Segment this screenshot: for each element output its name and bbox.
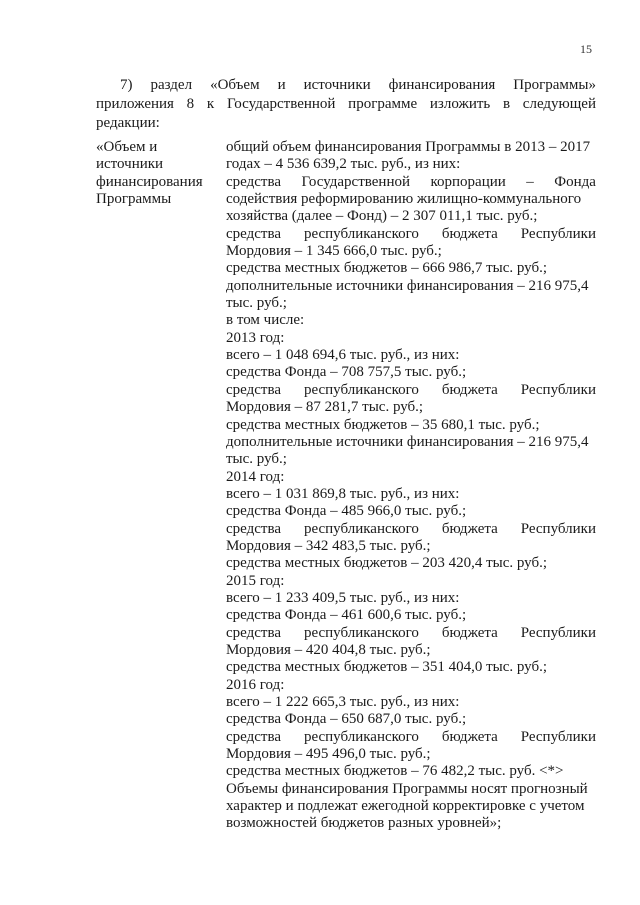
financing-word: Республики <box>520 225 596 242</box>
financing-word: средства <box>226 225 282 242</box>
financing-line: средства местных бюджетов – 35 680,1 тыс. руб.; <box>226 416 540 433</box>
financing-line: 2014 год: <box>226 468 285 485</box>
financing-line: средства местных бюджетов – 76 482,2 тыс. руб. <*> <box>226 763 564 780</box>
financing-word: средства <box>226 381 282 398</box>
financing-word: республиканского <box>303 381 419 398</box>
financing-word: Республики <box>520 728 596 745</box>
financing-line: средства Фонда – 485 966,0 тыс. руб.; <box>226 503 467 520</box>
financing-line <box>226 226 596 243</box>
financing-line: содействия реформированию жилищно-коммунального <box>226 191 582 208</box>
financing-line: всего – 1 048 694,6 тыс. руб., из них: <box>226 347 460 364</box>
intro-paragraph <box>96 76 596 133</box>
financing-line: средства местных бюджетов – 666 986,7 тыс. руб.; <box>226 260 548 277</box>
financing-line: средства местных бюджетов – 203 420,4 тыс. руб.; <box>226 555 548 572</box>
financing-word: бюджета <box>441 520 498 537</box>
section-title-line: Программы <box>96 191 172 208</box>
financing-word: Республики <box>520 381 596 398</box>
intro-line: 7) раздел «Объем и источники финансирования Программы» <box>120 77 596 93</box>
intro-line: приложения 8 к Государственной программе изложить в следующей <box>96 96 596 112</box>
financing-line: средства Фонда – 650 687,0 тыс. руб.; <box>226 711 467 728</box>
financing-line: Объемы финансирования Программы носят прогнозный <box>226 780 588 797</box>
financing-line: годах – 4 536 639,2 тыс. руб., из них: <box>226 156 461 173</box>
financing-line: Мордовия – 342 483,5 тыс. руб.; <box>226 537 431 554</box>
financing-word: республиканского <box>303 520 419 537</box>
financing-word: Фонда <box>554 173 596 190</box>
financing-word: средства <box>226 728 282 745</box>
section-title-line: «Объем и <box>96 139 158 155</box>
financing-line: всего – 1 222 665,3 тыс. руб., из них: <box>226 694 460 710</box>
financing-line: дополнительные источники финансирования – 216 975,4 <box>226 433 589 450</box>
financing-line: средства местных бюджетов – 351 404,0 тыс. руб.; <box>226 659 548 676</box>
financing-line: хозяйства (далее – Фонд) – 2 307 011,1 тыс. руб.; <box>226 208 538 225</box>
financing-line: тыс. руб.; <box>226 451 287 468</box>
financing-word: республиканского <box>303 624 419 641</box>
financing-word: средства <box>226 520 282 537</box>
financing-word: средства <box>226 173 282 190</box>
financing-line: в том числе: <box>226 312 305 329</box>
financing-word: бюджета <box>441 381 498 398</box>
financing-line <box>226 174 596 191</box>
financing-word: бюджета <box>441 624 498 641</box>
financing-line: средства Фонда – 461 600,6 тыс. руб.; <box>226 607 467 624</box>
financing-word: бюджета <box>441 225 498 242</box>
financing-line: Мордовия – 495 496,0 тыс. руб.; <box>226 746 431 763</box>
financing-line: 2016 год: <box>226 676 285 693</box>
financing-line: 2015 год: <box>226 572 285 589</box>
financing-line: средства Фонда – 708 757,5 тыс. руб.; <box>226 364 467 381</box>
section-title-line: источники <box>96 156 164 173</box>
financing-line: общий объем финансирования Программы в 2013 – 2017 <box>226 139 591 155</box>
financing-details-column <box>226 139 596 833</box>
financing-word: республиканского <box>303 225 419 242</box>
financing-line: Мордовия – 420 404,8 тыс. руб.; <box>226 641 431 658</box>
financing-line <box>226 521 596 538</box>
page-number: 15 <box>580 42 592 56</box>
financing-word: Республики <box>520 520 596 537</box>
financing-line: Мордовия – 87 281,7 тыс. руб.; <box>226 399 424 416</box>
financing-word: Государственной <box>301 173 410 190</box>
financing-line: возможностей бюджетов разных уровней»; <box>226 815 502 832</box>
financing-word: Республики <box>520 624 596 641</box>
financing-line: Мордовия – 1 345 666,0 тыс. руб.; <box>226 243 442 260</box>
financing-line <box>226 729 596 746</box>
financing-line <box>226 382 596 399</box>
financing-line <box>226 625 596 642</box>
financing-word: бюджета <box>441 728 498 745</box>
financing-line: дополнительные источники финансирования – 216 975,4 <box>226 277 589 294</box>
financing-line: всего – 1 233 409,5 тыс. руб., из них: <box>226 589 460 606</box>
section-title-line: финансирования <box>96 173 203 190</box>
section-title-column <box>96 139 214 208</box>
financing-line: характер и подлежат ежегодной корректировке с учетом <box>226 798 585 815</box>
financing-line: 2013 год: <box>226 329 285 346</box>
financing-word: республиканского <box>303 728 419 745</box>
intro-line: редакции: <box>96 115 160 131</box>
financing-word: – <box>526 173 534 190</box>
financing-word: средства <box>226 624 282 641</box>
financing-line: всего – 1 031 869,8 тыс. руб., из них: <box>226 485 460 502</box>
financing-line: тыс. руб.; <box>226 295 287 312</box>
financing-word: корпорации <box>430 173 506 190</box>
